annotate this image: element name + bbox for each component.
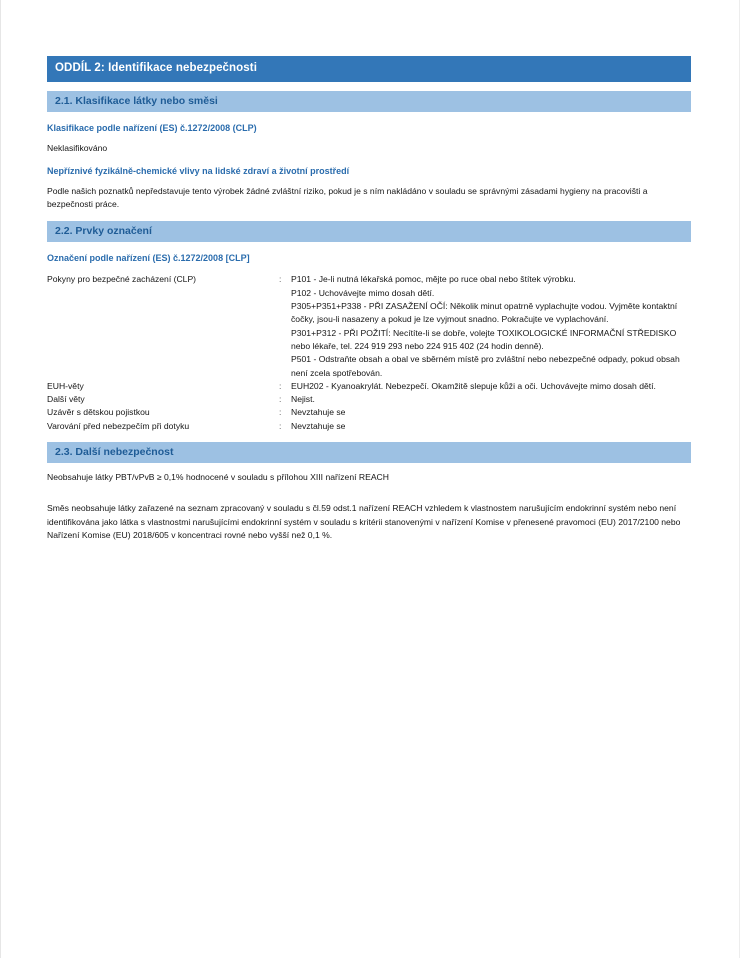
- statement-p301-p312: P301+P312 - PŘI POŽITÍ: Necítíte-li se dobře, volejte TOXIKOLOGICKÉ INFORMAČNÍ STŘEDISKO nebo lékaře, tel. 224 919 293 nebo 224 915 402 (24 hodin denně).: [291, 327, 677, 351]
- subsection-header-2-1: 2.1. Klasifikace látky nebo směsi: [47, 91, 691, 112]
- row-label-child-resistant-fastening: Uzávěr s dětskou pojistkou: [47, 407, 150, 418]
- other-statements-value: Nejist.: [291, 394, 315, 405]
- classification-clp-heading: Klasifikace podle nařízení (ES) č.1272/2008 (CLP): [47, 123, 257, 134]
- subsection-header-2-3: 2.3. Další nebezpečnost: [47, 442, 691, 463]
- adverse-effects-heading: Nepříznivé fyzikálně-chemické vlivy na lidské zdraví a životní prostředí: [47, 166, 350, 177]
- row-value-tactile-warning: [291, 420, 691, 433]
- row-colon: :: [279, 380, 282, 391]
- child-resistant-fastening-value: Nevztahuje se: [291, 407, 346, 418]
- statement-p501: P501 - Odstraňte obsah a obal ve sběrném místě pro zvláštní nebo nebezpečné odpady, pokud obsah není zcela spotřebován.: [291, 354, 680, 378]
- row-label-euh-statements: EUH-věty: [47, 380, 84, 391]
- tactile-warning-value: Nevztahuje se: [291, 420, 346, 431]
- row-value-child-resistant-fastening: [291, 406, 691, 419]
- table-row: [47, 380, 691, 393]
- row-value-precautionary-statements: [291, 273, 691, 380]
- document-content: [47, 56, 691, 542]
- statement-p102: P102 - Uchovávejte mimo dosah dětí.: [291, 287, 435, 298]
- classification-clp-value: Neklasifikováno: [47, 142, 108, 153]
- table-row: [47, 406, 691, 419]
- subsection-header-2-2: 2.2. Prvky označení: [47, 221, 691, 242]
- statement-p101: P101 - Je-li nutná lékařská pomoc, mějte po ruce obal nebo štítek výrobku.: [291, 274, 576, 285]
- row-colon: :: [279, 407, 282, 418]
- statement-p305-p351-p338: P305+P351+P338 - PŘI ZASAŽENÍ OČÍ: Několik minut opatrně vyplachujte vodou. Vyjměte kontaktní čočky, jsou-li nasazeny a pokud je lze vyjmout snadno. Pokračujte ve vyplachování.: [291, 300, 678, 325]
- row-value-euh-statements: [291, 380, 691, 393]
- section-header-oddil-2: ODDÍL 2: Identifikace nebezpečnosti: [47, 56, 691, 82]
- endocrine-disruptor-paragraph: Směs neobsahuje látky zařazené na seznam zpracovaný v souladu s čl.59 odst.1 nařízení REACH vzhledem k vlastnostem narušujícím endokrinní systém nebo není identifikována jako látka s vlastnostmi narušujícími endokrinní systém v souladu s kritérii stanovenými v nařízení Komise v přenesené pravomoci (EU) 2017/2100 nebo Nařízení Komise (EU) 2018/605 v koncentraci rovné nebo vyšší než 0,1 %.: [47, 503, 681, 541]
- row-colon: :: [279, 274, 282, 285]
- row-colon: :: [279, 394, 282, 405]
- labelling-clp-heading: Označení podle nařízení (ES) č.1272/2008 [CLP]: [47, 252, 250, 263]
- pbt-vpvb-paragraph: Neobsahuje látky PBT/vPvB ≥ 0,1% hodnocené v souladu s přílohou XIII nařízení REACH: [47, 472, 389, 483]
- table-row: [47, 273, 691, 380]
- row-value-other-statements: [291, 393, 691, 406]
- row-label-precautionary-statements: Pokyny pro bezpečné zacházení (CLP): [47, 274, 197, 285]
- table-row: [47, 420, 691, 433]
- row-colon: :: [279, 420, 282, 431]
- statement-euh202: EUH202 - Kyanoakrylát. Nebezpečí. Okamžitě slepuje kůži a oči. Uchovávejte mimo dosah dětí.: [291, 380, 656, 391]
- labelling-definition-list: [47, 273, 691, 433]
- adverse-effects-paragraph: Podle našich poznatků nepředstavuje tento výrobek žádné zvláštní riziko, pokud je s ním nakládáno v souladu se správnými zásadami hygieny na pracovišti a bezpečnosti práce.: [47, 185, 648, 210]
- row-label-tactile-warning: Varování před nebezpečím při dotyku: [47, 420, 190, 431]
- row-label-other-statements: Další věty: [47, 394, 85, 405]
- table-row: [47, 393, 691, 406]
